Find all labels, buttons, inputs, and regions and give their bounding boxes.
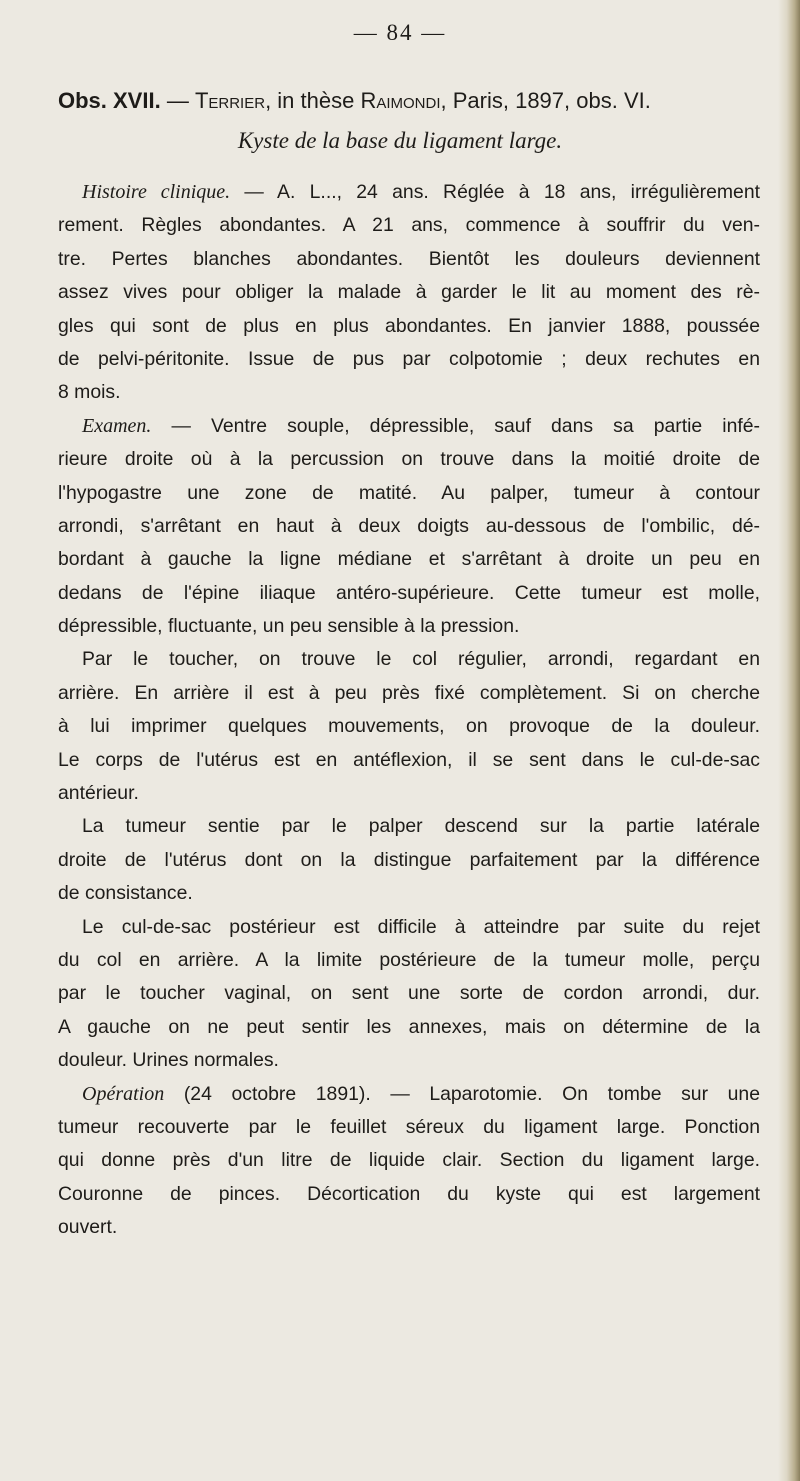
text-line: douleur. Urines normales. — [58, 1049, 279, 1072]
text-line: tre. Pertes blanches abondantes. Bientôt les douleurs deviennent — [58, 247, 760, 270]
text-line: Le corps de l'utérus est en antéflexion, il se sent dans le cul-de-sac — [58, 748, 760, 771]
text-line: dedans de l'épine iliaque antéro-supérieure. Cette tumeur est molle, — [58, 581, 760, 604]
text-line: à lui imprimer quelques mouvements, on provoque de la douleur. — [58, 715, 760, 738]
text-line: de pelvi-péritonite. Issue de pus par colpotomie ; deux rechutes en — [58, 347, 760, 370]
text-line: arrière. En arrière il est à peu près fixé complètement. Si on cherche — [58, 681, 760, 704]
text-line: qui donne près d'un litre de liquide clair. Section du ligament large. — [58, 1149, 760, 1172]
observation-title: Kyste de la base du ligament large. — [237, 128, 563, 153]
heading-author: Terrier — [194, 88, 266, 113]
text-line — [58, 410, 760, 443]
heading-mid: , in thèse — [265, 88, 361, 113]
text-line: Par le toucher, on trouve le col régulier, arrondi, regardant en — [82, 648, 760, 671]
text-line: du col en arrière. A la limite postérieure de la tumeur molle, perçu — [58, 948, 760, 971]
text-line: ouvert. — [58, 1216, 118, 1239]
text-line: bordant à gauche la ligne médiane et s'arrêtant à droite un peu en — [58, 548, 760, 571]
text-line: droite de l'utérus dont on la distingue parfaitement par la différence — [58, 848, 760, 871]
text-line: A gauche on ne peut sentir les annexes, mais on détermine de la — [58, 1015, 760, 1038]
observation-number: Obs. XVII. — [58, 88, 161, 113]
section-label-examen: Examen. — [82, 414, 152, 437]
text-line: gles qui sont de plus en plus abondantes. En janvier 1888, poussée — [58, 314, 760, 337]
text-line-content: — Ventre souple, dépressible, sauf dans sa partie infé- — [151, 414, 760, 437]
observation-body — [58, 176, 760, 1245]
text-line: l'hypogastre une zone de matité. Au palper, tumeur à contour — [58, 481, 760, 504]
text-line: rieure droite où à la percussion on trouve dans la moitié droite de — [58, 448, 760, 471]
text-line: Le cul-de-sac postérieur est difficile à atteindre par suite du rejet — [82, 915, 760, 938]
text-line — [58, 176, 760, 209]
heading-dash: — — [160, 88, 195, 113]
text-line: de consistance. — [58, 882, 193, 905]
observation-heading — [58, 88, 758, 114]
page-edge-shadow — [778, 0, 800, 1481]
text-line: par le toucher vaginal, on sent une sorte de cordon arrondi, dur. — [58, 982, 760, 1005]
section-label-operation: Opération — [82, 1082, 165, 1105]
text-line: tumeur recouverte par le feuillet séreux du ligament large. Ponction — [58, 1115, 760, 1138]
text-line: Couronne de pinces. Décortication du kyste qui est largement — [58, 1182, 760, 1205]
text-line: 8 mois. — [58, 381, 121, 404]
text-line: antérieur. — [58, 782, 139, 805]
text-line-content: (24 octobre 1891). — Laparotomie. On tombe sur une — [164, 1082, 760, 1105]
text-line: dépressible, fluctuante, un peu sensible à la pression. — [58, 615, 520, 638]
text-line-content: — A. L..., 24 ans. Réglée à 18 ans, irrégulièrement — [230, 181, 760, 203]
text-line: rement. Règles abondantes. A 21 ans, commence à souffrir du ven- — [58, 214, 760, 237]
text-line: La tumeur sentie par le palper descend sur la partie latérale — [82, 815, 760, 838]
text-line — [58, 1078, 760, 1111]
section-label-histoire: Histoire clinique. — [82, 181, 231, 203]
text-line: arrondi, s'arrêtant en haut à deux doigts au-dessous de l'ombilic, dé- — [58, 514, 760, 537]
heading-thesis-author: Raimondi — [360, 88, 441, 113]
heading-reference: , Paris, 1897, obs. VI. — [440, 88, 651, 113]
page-number: — 84 — — [353, 20, 447, 45]
text-line: assez vives pour obliger la malade à garder le lit au moment des rè- — [58, 281, 760, 304]
